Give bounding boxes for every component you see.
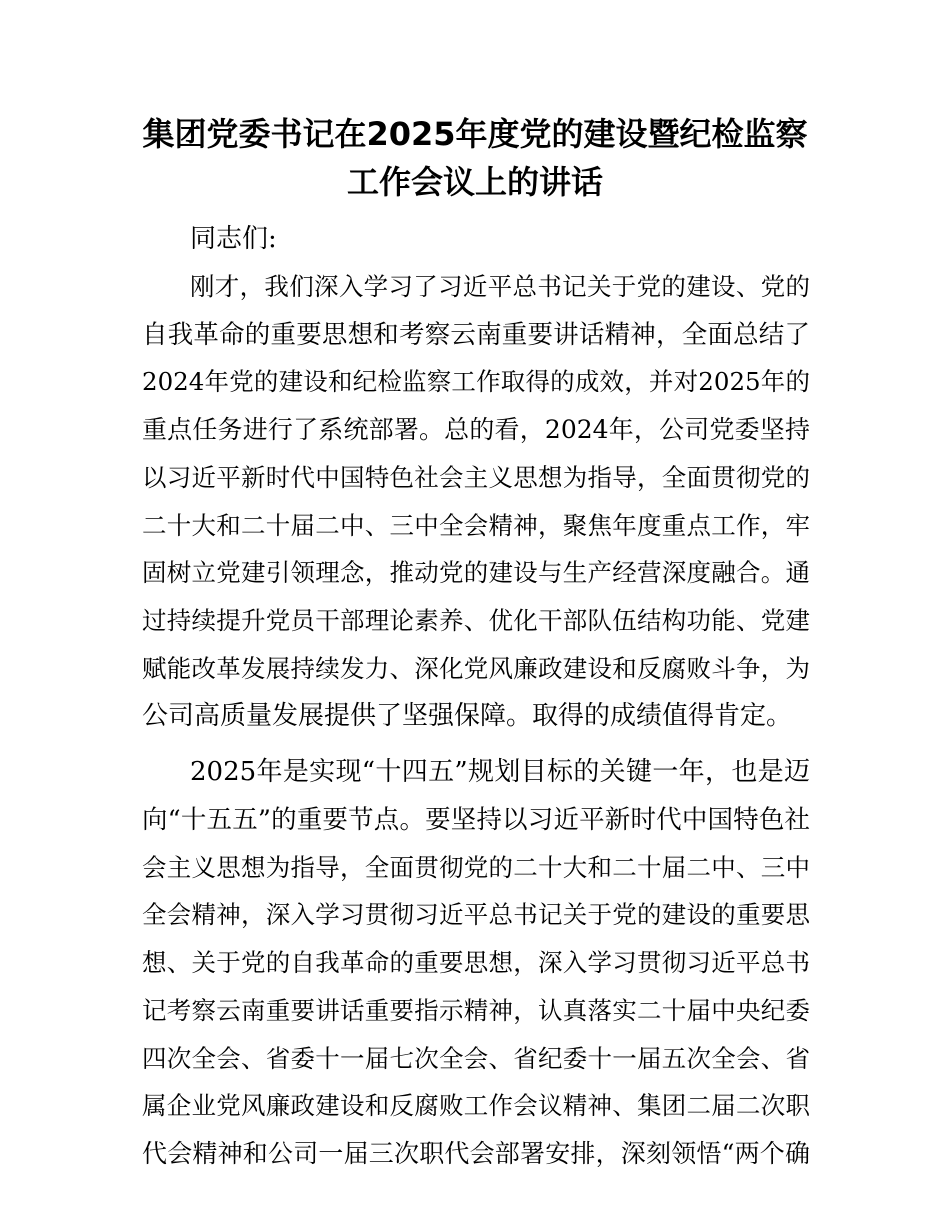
paragraph-2-line: 四次全会、省委十一届七次全会、省纪委十一届五次全会、省 [142, 1044, 810, 1073]
paragraph-2-line: 属企业党风廉政建设和反腐败工作会议精神、集团二届二次职 [142, 1091, 810, 1120]
document-title-line-1: 集团党委书记在2025年度党的建设暨纪检监察 [142, 115, 808, 153]
paragraph-2-line: 会主义思想为指导，全面贯彻党的二十大和二十届二中、三中 [142, 853, 810, 882]
paragraph-2-line: 记考察云南重要讲话重要指示精神，认真落实二十届中央纪委 [142, 996, 810, 1025]
paragraph-1-line: 固树立党建引领理念，推动党的建设与生产经营深度融合。通 [142, 558, 810, 587]
paragraph-1-line: 赋能改革发展持续发力、深化党风廉政建设和反腐败斗争，为 [142, 654, 810, 683]
paragraph-2-line: 代会精神和公司一届三次职代会部署安排，深刻领悟“两个确 [142, 1139, 810, 1168]
paragraph-1-line: 过持续提升党员干部理论素养、优化干部队伍结构功能、党建 [142, 606, 810, 635]
paragraph-2-line: 向“十五五”的重要节点。要坚持以习近平新时代中国特色社 [142, 805, 810, 835]
paragraph-1-line: 公司高质量发展提供了坚强保障。取得的成绩值得肯定。 [142, 701, 793, 731]
paragraph-1-line: 2024年党的建设和纪检监察工作取得的成效，并对2025年的 [142, 367, 810, 396]
paragraph-1-line: 重点任务进行了系统部署。总的看，2024年，公司党委坚持 [142, 415, 810, 444]
paragraph-1-line: 二十大和二十届二中、三中全会精神，聚焦年度重点工作，牢 [142, 511, 810, 540]
paragraph-2-line: 全会精神，深入学习贯彻习近平总书记关于党的建设的重要思 [142, 900, 810, 929]
document-title-line-2: 工作会议上的讲话 [346, 163, 603, 201]
paragraph-1-line: 以习近平新时代中国特色社会主义思想为指导，全面贯彻党的 [142, 463, 810, 492]
salutation: 同志们: [190, 224, 277, 254]
paragraph-1-line: 自我革命的重要思想和考察云南重要讲话精神，全面总结了 [142, 320, 810, 350]
paragraph-2-line: 2025年是实现“十四五”规划目标的关键一年，也是迈 [190, 757, 810, 787]
paragraph-1-line: 刚才，我们深入学习了习近平总书记关于党的建设、党的 [190, 272, 810, 301]
paragraph-2-line: 想、关于党的自我革命的重要思想，深入学习贯彻习近平总书 [142, 948, 810, 977]
